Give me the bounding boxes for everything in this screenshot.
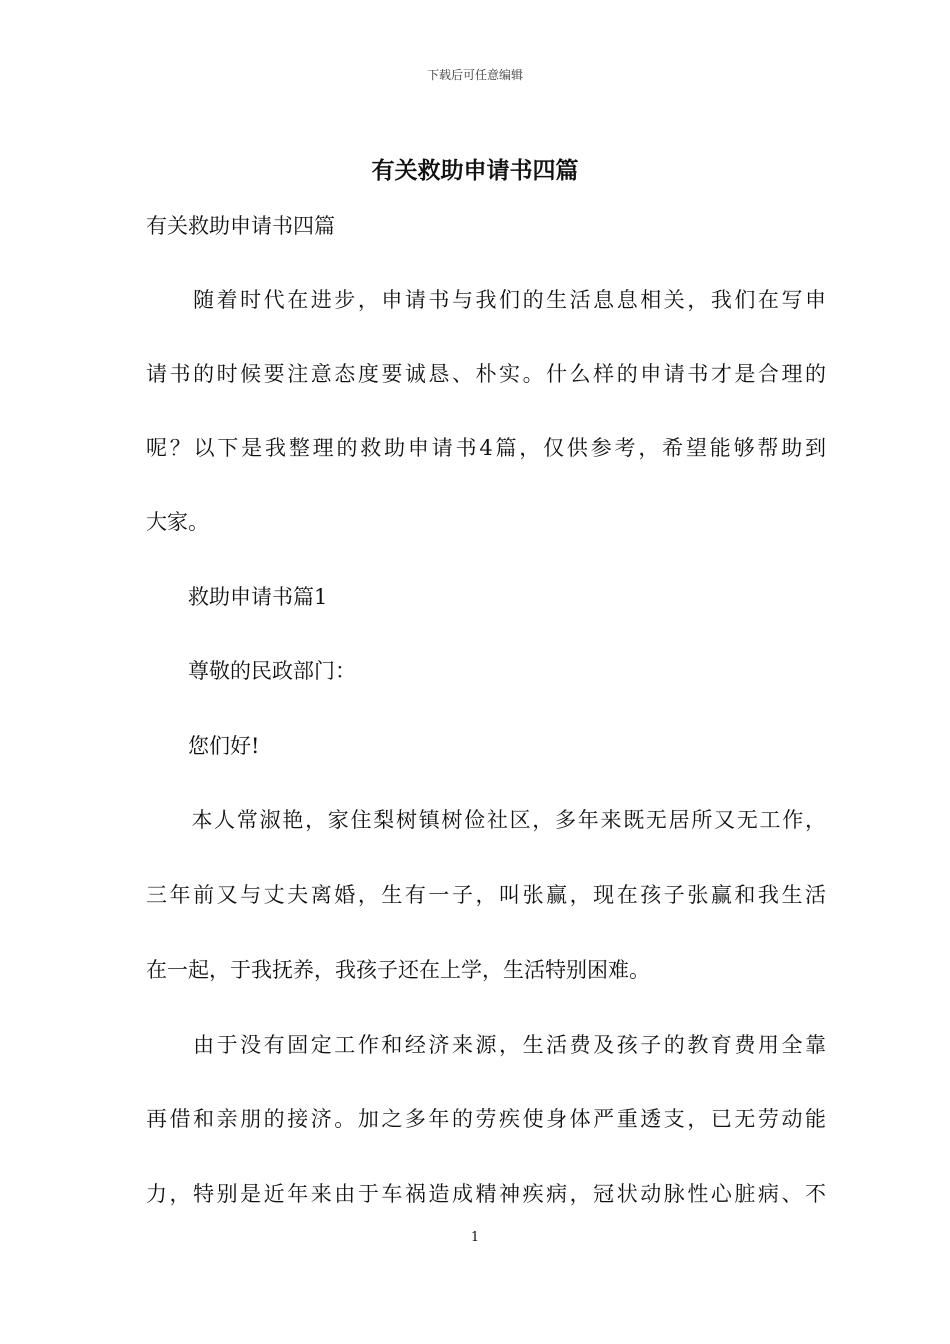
page-number: 1 xyxy=(470,1230,480,1245)
paragraph-line: 呢？以下是我整理的救助申请书4篇，仅供参考，希望能够帮助到 xyxy=(146,436,826,460)
paragraph-line: 在一起，于我抚养，我孩子还在上学，生活特别困难。 xyxy=(146,958,650,982)
document-title: 有关救助申请书四篇 xyxy=(371,157,579,184)
paragraph-line: 随着时代在进步，申请书与我们的生活息息相关，我们在写申 xyxy=(146,288,826,312)
paragraph-line: 再借和亲朋的接济。加之多年的劳疾使身体严重透支，已无劳动能 xyxy=(146,1107,826,1131)
paragraph-line: 三年前又与丈夫离婚，生有一子，叫张赢，现在孩子张赢和我生活 xyxy=(146,883,826,907)
greeting-line: 您们好! xyxy=(146,734,260,758)
paragraph-line: 力，特别是近年来由于车祸造成精神疾病，冠状动脉性心脏病、不 xyxy=(146,1182,826,1206)
paragraph-line: 由于没有固定工作和经济来源，生活费及孩子的教育费用全靠 xyxy=(146,1033,826,1057)
salutation-line: 尊敬的民政部门： xyxy=(146,659,356,683)
paragraph-line: 大家。 xyxy=(146,510,209,534)
paragraph-line: 请书的时候要注意态度要诚恳、朴实。什么样的申请书才是合理的 xyxy=(146,362,826,386)
header-note: 下载后可任意编辑 xyxy=(426,68,523,82)
section-heading: 救助申请书篇1 xyxy=(146,585,328,609)
subtitle-line: 有关救助申请书四篇 xyxy=(146,214,335,238)
paragraph-line: 本人常淑艳，家住梨树镇树俭社区，多年来既无居所又无工作， xyxy=(146,808,826,832)
